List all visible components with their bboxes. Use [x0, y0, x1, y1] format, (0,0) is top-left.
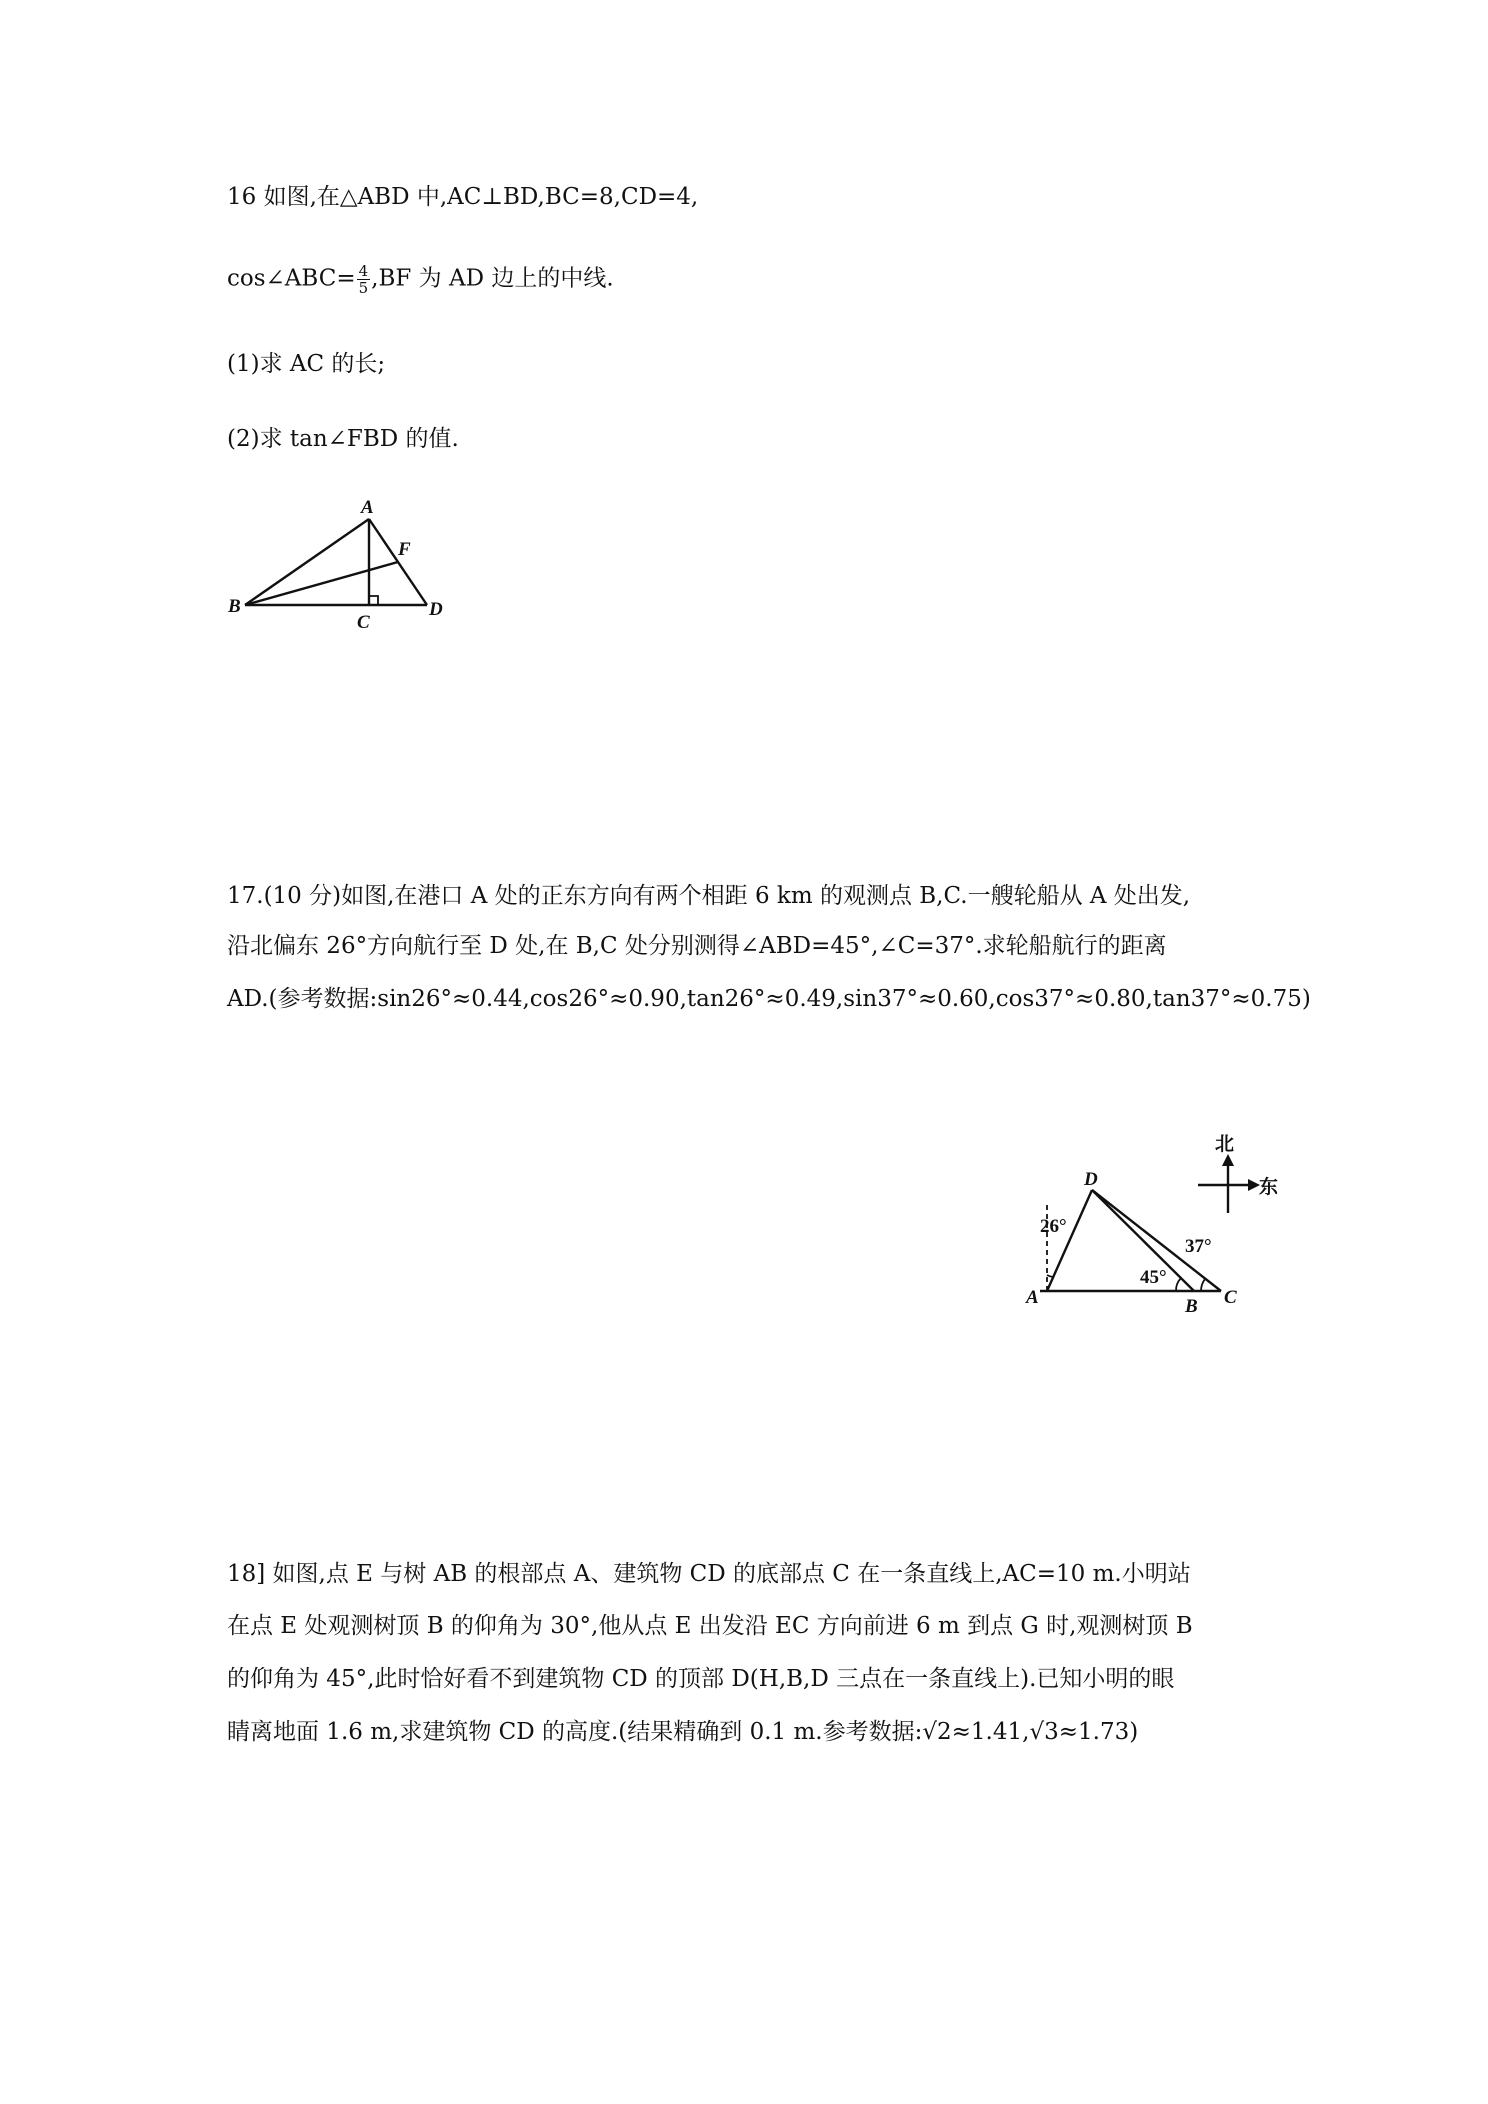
q17-segment-ad — [1047, 1190, 1092, 1291]
q18-line-1: 18] 如图,点 E 与树 AB 的根部点 A、建筑物 CD 的底部点 C 在一条直线上,AC=10 m.小明站 — [227, 1561, 1191, 1587]
q18-sqrt2-value: √2≈1.41 — [922, 1719, 1023, 1745]
q18-line-3: 的仰角为 45°,此时恰好看不到建筑物 CD 的顶部 D(H,B,D 三点在一条直线上).已知小明的眼 — [227, 1666, 1175, 1692]
q17-east-label: 东 — [1259, 1177, 1279, 1198]
q17-line-1: 17.(10 分)如图,在港口 A 处的正东方向有两个相距 6 km 的观测点 B,C.一艘轮船从 A 处出发, — [227, 883, 1191, 909]
q18-line-4-text: 睛离地面 1.6 m,求建筑物 CD 的高度.(结果精确到 0.1 m.参考数据: — [227, 1719, 923, 1745]
q17-label-a: A — [1026, 1287, 1039, 1308]
q17-label-b: B — [1185, 1296, 1198, 1317]
q17-angle-37: 37° — [1185, 1236, 1212, 1257]
q16-part-1: (1)求 AC 的长; — [227, 351, 386, 377]
q18-line-4 — [227, 1717, 1138, 1747]
q16-label-d: D — [429, 599, 443, 620]
q16-fraction-numerator: 4 — [358, 262, 369, 280]
q18-separator: , — [1022, 1719, 1030, 1745]
q17-north-label: 北 — [1215, 1134, 1235, 1155]
q16-label-a: A — [361, 497, 374, 518]
q17-angle-arc-b — [1176, 1278, 1181, 1291]
q17-compass-north-arrow — [1222, 1154, 1234, 1166]
q18-line-2: 在点 E 处观测树顶 B 的仰角为 30°,他从点 E 出发沿 EC 方向前进 6 m 到点 G 时,观测树顶 B — [227, 1613, 1193, 1639]
q16-label-b: B — [228, 596, 241, 617]
q16-label-c: C — [357, 612, 370, 633]
q17-angle-26: 26° — [1040, 1216, 1067, 1237]
q17-angle-arc-a — [1047, 1275, 1053, 1277]
q17-label-c: C — [1224, 1287, 1237, 1308]
q17-label-d: D — [1084, 1169, 1098, 1190]
q16-label-f: F — [398, 539, 411, 560]
q17-line-2: 沿北偏东 26°方向航行至 D 处,在 B,C 处分别测得∠ABD=45°,∠C=37°.求轮船航行的距离 — [227, 933, 1167, 959]
q17-angle-45: 45° — [1140, 1267, 1167, 1288]
q16-part-2: (2)求 tan∠FBD 的值. — [227, 426, 459, 452]
q18-closing-paren: ) — [1129, 1719, 1139, 1745]
q16-cos-label: cos∠ABC= — [227, 265, 356, 292]
q16-fraction-denominator: 5 — [358, 279, 369, 297]
q17-angle-arc-c — [1201, 1279, 1205, 1291]
q17-line-3: AD.(参考数据:sin26°≈0.44,cos26°≈0.90,tan26°≈0.49,sin37°≈0.60,cos37°≈0.80,tan37°≈0.75) — [227, 986, 1311, 1012]
q18-sqrt3-value: √3≈1.73 — [1029, 1719, 1130, 1745]
q16-line-1: 16 如图,在△ABD 中,AC⊥BD,BC=8,CD=4, — [227, 184, 699, 210]
q16-median-text: ,BF 为 AD 边上的中线. — [371, 265, 614, 292]
